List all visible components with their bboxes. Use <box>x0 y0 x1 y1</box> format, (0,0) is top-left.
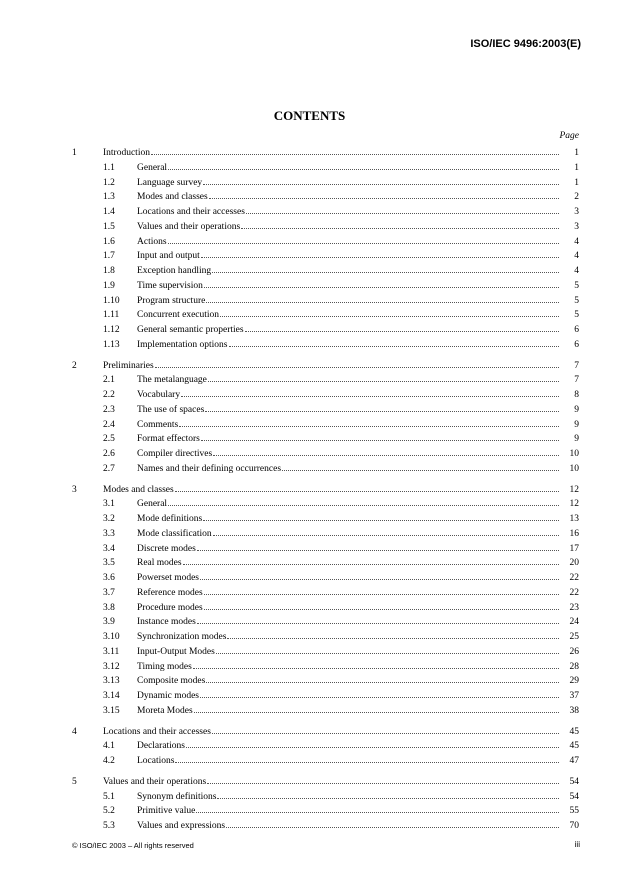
entry-title-leader <box>137 741 561 751</box>
entry-title-leader <box>137 434 561 444</box>
dot-leader <box>175 491 559 492</box>
entry-page: 45 <box>569 741 579 752</box>
entry-number: 1.6 <box>103 236 115 247</box>
entry-page: 13 <box>569 514 579 524</box>
toc-subsection[interactable] <box>72 461 579 476</box>
toc-subsection[interactable] <box>72 160 579 175</box>
entry-number: 1.5 <box>103 221 115 232</box>
toc-subsection[interactable] <box>72 322 579 337</box>
entry-title-leader <box>137 296 561 306</box>
entry-page: 2 <box>574 192 579 203</box>
dot-leader <box>204 287 559 288</box>
entry-title-leader <box>103 727 561 737</box>
entry-number: 1 <box>72 148 77 158</box>
dot-leader <box>203 520 559 521</box>
entry-title: Powerset modes <box>137 573 200 583</box>
entry-title: Comments <box>137 419 179 430</box>
entry-number: 3.1 <box>103 499 115 510</box>
entry-number: 2.7 <box>103 463 115 474</box>
dot-leader <box>216 653 559 654</box>
entry-title: Values and their operations <box>103 776 207 787</box>
entry-title-leader <box>137 222 561 232</box>
entry-number: 1.1 <box>103 162 115 173</box>
entry-title-leader <box>103 485 561 495</box>
dot-leader <box>168 169 559 170</box>
dot-leader <box>204 609 559 610</box>
entry-page: 8 <box>574 390 579 400</box>
entry-number: 3.6 <box>103 573 115 583</box>
toc-subsection[interactable] <box>72 753 579 768</box>
toc-subsection[interactable] <box>72 629 579 644</box>
entry-page: 37 <box>569 691 579 701</box>
dot-leader <box>206 682 559 683</box>
entry-title: Mode classification <box>137 528 212 539</box>
entry-number: 3.7 <box>103 587 115 598</box>
toc-subsection[interactable] <box>72 219 579 234</box>
entry-title: Synonym definitions <box>137 791 217 802</box>
document-code: ISO/IEC 9496:2003(E) <box>470 38 581 50</box>
entry-page: 26 <box>569 646 579 657</box>
toc-subsection[interactable] <box>72 703 579 718</box>
entry-title-leader <box>137 251 561 261</box>
entry-title: Names and their defining occurrences <box>137 463 282 474</box>
entry-title: Mode definitions <box>137 514 203 524</box>
entry-title-leader <box>137 390 561 400</box>
toc-subsection[interactable] <box>72 511 579 526</box>
entry-page: 1 <box>574 162 579 173</box>
toc-subsection[interactable] <box>72 278 579 293</box>
entry-page: 38 <box>569 705 579 716</box>
toc-section[interactable] <box>72 774 579 789</box>
entry-title-leader <box>137 178 561 188</box>
entry-title-leader <box>137 558 561 568</box>
dot-leader <box>212 272 559 273</box>
entry-title: Modes and classes <box>103 484 174 495</box>
toc-subsection[interactable] <box>72 263 579 278</box>
entry-page: 22 <box>569 587 579 598</box>
entry-title-leader <box>137 676 561 686</box>
toc-subsection[interactable] <box>72 496 579 511</box>
toc-subsection[interactable] <box>72 659 579 674</box>
entry-page: 3 <box>574 207 579 217</box>
entry-title-leader <box>137 375 561 385</box>
dot-leader <box>245 331 559 332</box>
dot-leader <box>208 381 559 382</box>
entry-title-leader <box>137 706 561 716</box>
toc-subsection[interactable] <box>72 175 579 190</box>
entry-title: Declarations <box>137 741 186 752</box>
table-of-contents <box>72 145 579 833</box>
dot-leader <box>181 396 559 397</box>
entry-number: 3.11 <box>103 646 120 657</box>
entry-title-leader <box>137 573 561 583</box>
entry-title: Introduction <box>103 148 150 158</box>
entry-title: Program structure <box>137 295 206 306</box>
entry-page: 17 <box>569 543 579 554</box>
entry-title: Input-Output Modes <box>137 646 215 657</box>
entry-page: 3 <box>574 221 579 232</box>
toc-section[interactable] <box>72 724 579 739</box>
entry-page: 12 <box>569 499 579 510</box>
toc-subsection[interactable] <box>72 570 579 585</box>
entry-title: Language survey <box>137 177 203 188</box>
dot-leader <box>207 783 559 784</box>
entry-title-leader <box>137 163 561 173</box>
entry-page: 23 <box>569 602 579 613</box>
entry-title: Implementation options <box>137 339 228 350</box>
entry-page: 28 <box>569 661 579 672</box>
entry-number: 2 <box>72 360 77 371</box>
entry-title-leader <box>137 691 561 701</box>
entry-page: 22 <box>569 573 579 583</box>
entry-title-leader <box>103 361 561 371</box>
entry-title-leader <box>137 821 561 831</box>
entry-number: 1.4 <box>103 207 115 217</box>
entry-number: 1.3 <box>103 192 115 203</box>
dot-leader <box>209 198 559 199</box>
entry-page: 5 <box>574 280 579 291</box>
entry-page: 10 <box>569 463 579 474</box>
dot-leader <box>204 594 559 595</box>
toc-subsection[interactable] <box>72 293 579 308</box>
toc-subsection[interactable] <box>72 417 579 432</box>
toc-subsection[interactable] <box>72 644 579 659</box>
entry-page: 24 <box>569 617 579 628</box>
entry-title: Concurrent execution <box>137 310 220 321</box>
entry-page: 4 <box>574 266 579 276</box>
dot-leader <box>206 302 559 303</box>
entry-title-leader <box>137 237 561 247</box>
entry-title: Modes and classes <box>137 192 208 203</box>
toc-subsection[interactable] <box>72 818 579 833</box>
entry-number: 3.9 <box>103 617 115 628</box>
dot-leader <box>194 712 559 713</box>
entry-title-leader <box>103 777 561 787</box>
toc-subsection[interactable] <box>72 402 579 417</box>
entry-number: 3.2 <box>103 514 115 524</box>
dot-leader <box>201 440 559 441</box>
entry-title: Input and output <box>137 251 200 262</box>
toc-subsection[interactable] <box>72 446 579 461</box>
entry-title-leader <box>137 420 561 430</box>
dot-leader <box>168 505 559 506</box>
entry-number: 2.2 <box>103 390 115 400</box>
entry-number: 1.8 <box>103 266 115 276</box>
toc-subsection[interactable] <box>72 189 579 204</box>
dot-leader <box>220 316 559 317</box>
entry-page: 70 <box>569 821 579 831</box>
entry-title: Primitive value <box>137 806 196 817</box>
entry-title-leader <box>137 603 561 613</box>
toc-subsection[interactable] <box>72 673 579 688</box>
entry-title-leader <box>137 529 561 539</box>
entry-number: 5.1 <box>103 791 115 802</box>
dot-leader <box>193 668 559 669</box>
dot-leader <box>179 426 559 427</box>
entry-title-leader <box>137 464 561 474</box>
entry-number: 2.4 <box>103 419 115 430</box>
toc-subsection[interactable] <box>72 688 579 703</box>
entry-title-leader <box>137 806 561 816</box>
dot-leader <box>246 213 559 214</box>
entry-title: Compiler directives <box>137 449 213 459</box>
entry-page: 25 <box>569 632 579 642</box>
entry-title: General semantic properties <box>137 325 244 335</box>
entry-number: 4.1 <box>103 741 115 752</box>
entry-title: Locations <box>137 756 175 766</box>
entry-number: 2.6 <box>103 449 115 459</box>
entry-title: The metalanguage <box>137 375 207 386</box>
dot-leader <box>168 243 559 244</box>
entry-page: 6 <box>574 339 579 350</box>
dot-leader <box>226 827 559 828</box>
entry-page: 9 <box>574 434 579 445</box>
entry-number: 3.5 <box>103 558 115 569</box>
entry-number: 3 <box>72 484 77 495</box>
entry-title-leader <box>137 662 561 672</box>
toc-subsection[interactable] <box>72 387 579 402</box>
toc-subsection[interactable] <box>72 337 579 352</box>
entry-title-leader <box>137 449 561 459</box>
entry-title-leader <box>137 325 561 335</box>
toc-section[interactable] <box>72 145 579 160</box>
entry-number: 5 <box>72 776 77 787</box>
entry-title: Exception handling <box>137 266 212 276</box>
toc-subsection[interactable] <box>72 585 579 600</box>
footer-page-number: iii <box>574 840 580 849</box>
entry-title-leader <box>137 632 561 642</box>
entry-title-leader <box>137 207 561 217</box>
entry-number: 3.3 <box>103 528 115 539</box>
entry-title-leader <box>137 647 561 657</box>
entry-page: 54 <box>569 776 579 787</box>
toc-subsection[interactable] <box>72 614 579 629</box>
toc-subsection[interactable] <box>72 600 579 615</box>
entry-title-leader <box>137 792 561 802</box>
toc-subsection[interactable] <box>72 234 579 249</box>
entry-title-leader <box>103 148 561 158</box>
entry-title: Procedure modes <box>137 602 203 613</box>
entry-title: Dynamic modes <box>137 691 200 701</box>
entry-title-leader <box>137 405 561 415</box>
entry-number: 3.14 <box>103 691 120 701</box>
entry-page: 9 <box>574 419 579 430</box>
entry-title: Preliminaries <box>103 360 154 371</box>
entry-page: 1 <box>574 177 579 188</box>
toc-subsection[interactable] <box>72 789 579 804</box>
entry-page: 5 <box>574 310 579 321</box>
entry-number: 2.1 <box>103 375 115 386</box>
dot-leader <box>205 411 559 412</box>
entry-page: 16 <box>569 528 579 539</box>
toc-subsection[interactable] <box>72 204 579 219</box>
entry-page: 29 <box>569 676 579 687</box>
page-title: CONTENTS <box>273 108 346 123</box>
entry-number: 1.12 <box>103 325 120 335</box>
entry-page: 10 <box>569 449 579 459</box>
toc-subsection[interactable] <box>72 307 579 322</box>
entry-page: 7 <box>574 375 579 386</box>
entry-title: Values and their operations <box>137 221 241 232</box>
entry-number: 3.10 <box>103 632 120 642</box>
entry-title-leader <box>137 192 561 202</box>
entry-title: The use of spaces <box>137 404 205 415</box>
entry-page: 7 <box>574 360 579 371</box>
entry-number: 1.9 <box>103 280 115 291</box>
entry-number: 3.4 <box>103 543 115 554</box>
entry-title: Synchronization modes <box>137 632 227 642</box>
entry-title-leader <box>137 340 561 350</box>
dot-leader <box>175 762 559 763</box>
entry-title: General <box>137 499 168 510</box>
entry-page: 55 <box>569 806 579 817</box>
entry-number: 3.13 <box>103 676 120 687</box>
entry-number: 1.2 <box>103 177 115 188</box>
dot-leader <box>155 367 559 368</box>
toc-section[interactable] <box>72 358 579 373</box>
entry-number: 1.7 <box>103 251 115 262</box>
toc-subsection[interactable] <box>72 372 579 387</box>
entry-number: 5.3 <box>103 821 115 831</box>
entry-page: 45 <box>569 726 579 737</box>
dot-leader <box>186 747 559 748</box>
dot-leader <box>282 470 559 471</box>
entry-title-leader <box>137 281 561 291</box>
entry-number: 4.2 <box>103 756 115 766</box>
entry-title: General <box>137 162 168 173</box>
entry-title: Composite modes <box>137 676 206 687</box>
entry-number: 3.8 <box>103 602 115 613</box>
entry-title: Format effectors <box>137 434 200 445</box>
toc-subsection[interactable] <box>72 555 579 570</box>
entry-page: 6 <box>574 325 579 335</box>
entry-title: Instance modes <box>137 617 196 628</box>
entry-title: Vocabulary <box>137 390 181 400</box>
entry-title-leader <box>137 266 561 276</box>
dot-leader <box>201 257 559 258</box>
entry-number: 1.10 <box>103 295 120 306</box>
dot-leader <box>197 623 559 624</box>
toc-subsection[interactable] <box>72 738 579 753</box>
toc-subsection[interactable] <box>72 803 579 818</box>
entry-number: 4 <box>72 726 77 737</box>
entry-title-leader <box>137 588 561 598</box>
dot-leader <box>203 184 559 185</box>
dot-leader <box>200 579 559 580</box>
dot-leader <box>200 697 559 698</box>
dot-leader <box>197 550 559 551</box>
entry-title: Moreta Modes <box>137 705 193 716</box>
entry-number: 1.11 <box>103 310 120 321</box>
dot-leader <box>212 733 559 734</box>
dot-leader <box>213 535 559 536</box>
entry-number: 2.3 <box>103 404 115 415</box>
dot-leader <box>183 564 559 565</box>
entry-title-leader <box>137 617 561 627</box>
entry-title: Time supervision <box>137 280 203 291</box>
dot-leader <box>196 812 559 813</box>
entry-title-leader <box>137 499 561 509</box>
entry-page: 12 <box>569 484 579 495</box>
dot-leader <box>217 798 559 799</box>
footer-copyright: © ISO/IEC 2003 – All rights reserved <box>72 841 194 850</box>
entry-page: 5 <box>574 295 579 306</box>
entry-title: Timing modes <box>137 661 192 672</box>
entry-title: Discrete modes <box>137 543 196 554</box>
entry-number: 3.15 <box>103 705 120 716</box>
entry-title: Locations and their accesses <box>103 726 211 737</box>
dot-leader <box>151 154 559 155</box>
entry-number: 1.13 <box>103 339 120 350</box>
entry-page: 47 <box>569 756 579 766</box>
dot-leader <box>227 638 559 639</box>
entry-title: Real modes <box>137 558 182 569</box>
toc-section[interactable] <box>72 482 579 497</box>
toc-subsection[interactable] <box>72 526 579 541</box>
entry-page: 1 <box>574 148 579 158</box>
toc-subsection[interactable] <box>72 431 579 446</box>
toc-subsection[interactable] <box>72 541 579 556</box>
entry-page: 54 <box>569 791 579 802</box>
entry-title-leader <box>137 514 561 524</box>
dot-leader <box>241 228 559 229</box>
entry-title-leader <box>137 310 561 320</box>
entry-page: 9 <box>574 404 579 415</box>
entry-number: 5.2 <box>103 806 115 817</box>
entry-page: 20 <box>569 558 579 569</box>
entry-title: Locations and their accesses <box>137 207 245 217</box>
page-column-label: Page <box>559 131 579 141</box>
toc-subsection[interactable] <box>72 248 579 263</box>
dot-leader <box>229 346 559 347</box>
entry-title: Actions <box>137 236 167 247</box>
entry-title: Reference modes <box>137 587 203 598</box>
entry-page: 4 <box>574 251 579 262</box>
entry-number: 3.12 <box>103 661 120 672</box>
entry-title: Values and expressions <box>137 821 226 831</box>
entry-page: 4 <box>574 236 579 247</box>
entry-title-leader <box>137 756 561 766</box>
entry-title-leader <box>137 544 561 554</box>
dot-leader <box>213 455 559 456</box>
entry-number: 2.5 <box>103 434 115 445</box>
